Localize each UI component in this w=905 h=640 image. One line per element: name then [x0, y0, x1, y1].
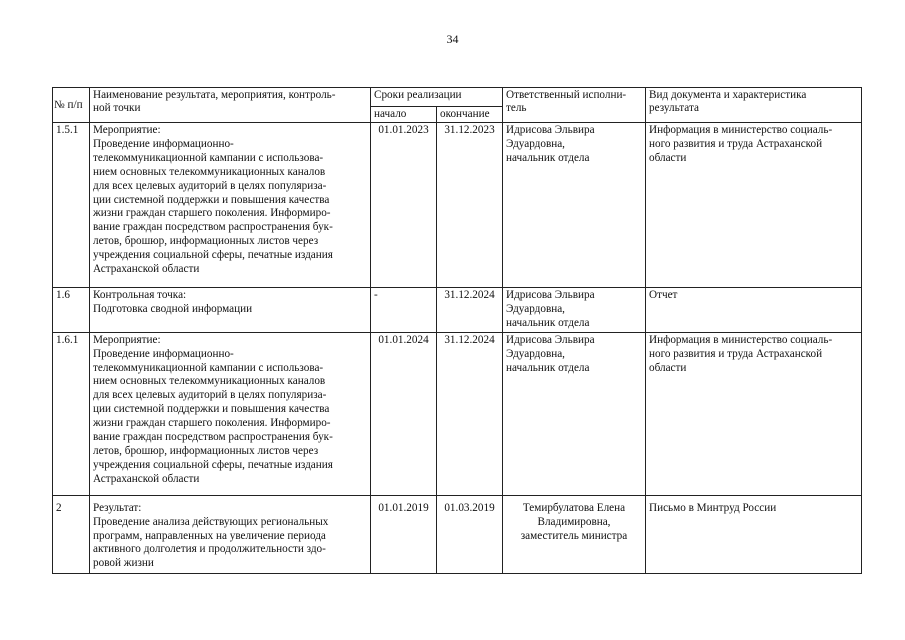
row-end: 31.12.2023 — [437, 123, 503, 288]
row-number: 1.6 — [53, 288, 90, 333]
row-end: 01.03.2019 — [437, 495, 503, 573]
row-start: 01.01.2023 — [371, 123, 437, 288]
header-name: Наименование результата, мероприятия, контроль- ной точки — [90, 88, 371, 123]
row-document: Информация в министерство социаль- ного развития и труда Астраханской области — [646, 123, 862, 288]
row-start: 01.01.2019 — [371, 495, 437, 573]
row-start: - — [371, 288, 437, 333]
table-row — [53, 288, 862, 333]
row-executor: Идрисова Эльвира Эдуардовна, начальник отдела — [503, 332, 646, 495]
row-executor: Темирбулатова Елена Владимировна, заместитель министра — [503, 495, 646, 573]
row-document: Письмо в Минтруд России — [646, 495, 862, 573]
table-row — [53, 495, 862, 573]
table-row — [53, 332, 862, 495]
header-end: окончание — [437, 107, 503, 123]
row-document: Отчет — [646, 288, 862, 333]
row-end: 31.12.2024 — [437, 288, 503, 333]
row-number: 2 — [53, 495, 90, 573]
header-number: № п/п — [53, 88, 90, 123]
row-end: 31.12.2024 — [437, 332, 503, 495]
row-executor: Идрисова Эльвира Эдуардовна, начальник отдела — [503, 123, 646, 288]
page-number: 34 — [446, 32, 459, 46]
row-name: Контрольная точка: Подготовка сводной информации — [90, 288, 371, 333]
row-number: 1.6.1 — [53, 332, 90, 495]
header-terms: Сроки реализации — [371, 88, 503, 107]
row-start: 01.01.2024 — [371, 332, 437, 495]
row-name: Мероприятие: Проведение информационно- телекоммуникационной кампании с использова- нием основных телекоммуникационных каналов для всех целевых аудиторий в целях популяриза- ции системной поддержки и повышения качества жизни граждан старшего поколения. Информиро- вание граждан посредством распространения бук- летов, брошюр, информационных листов через учреждения социальной сферы, печатные издания Астраханской области — [90, 123, 371, 288]
header-start: начало — [371, 107, 437, 123]
row-name: Результат: Проведение анализа действующих региональных программ, направленных на увеличение периода активного долголетия и продолжительности здо- ровой жизни — [90, 495, 371, 573]
row-document: Информация в министерство социаль- ного развития и труда Астраханской области — [646, 332, 862, 495]
table-row — [53, 123, 862, 288]
header-executor: Ответственный исполни- тель — [503, 88, 646, 123]
row-name: Мероприятие: Проведение информационно- телекоммуникационной кампании с использова- нием основных телекоммуникационных каналов для всех целевых аудиторий в целях популяриза- ции системной поддержки и повышения качества жизни граждан старшего поколения. Информиро- вание граждан посредством распространения бук- летов, брошюр, информационных листов через учреждения социальной сферы, печатные издания Астраханской области — [90, 332, 371, 495]
header-document: Вид документа и характеристика результата — [646, 88, 862, 123]
row-executor: Идрисова Эльвира Эдуардовна, начальник отдела — [503, 288, 646, 333]
row-number: 1.5.1 — [53, 123, 90, 288]
implementation-plan-table — [52, 87, 862, 574]
